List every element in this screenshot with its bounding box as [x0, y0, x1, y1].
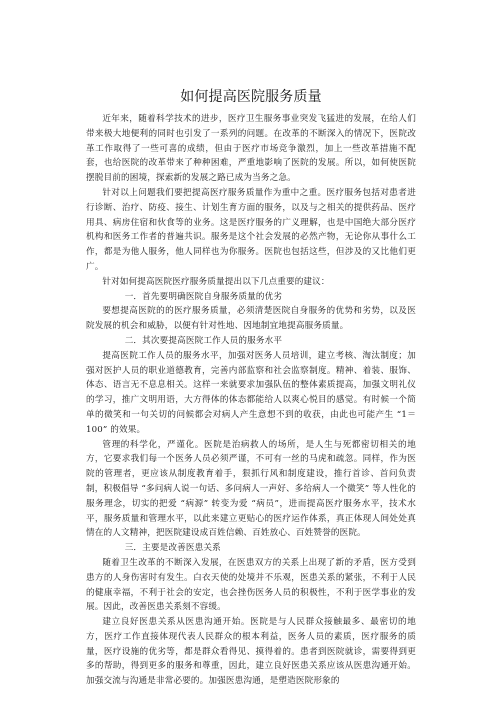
section-heading: 一．首先要明确医院自身服务质量的优劣	[124, 291, 283, 302]
document-page	[86, 88, 416, 689]
section-paragraph: 提高医院工作人员的服务水平，加强对医务人员培训，建立考核、淘汰制度；加强对医护人员的职业道德教育，完善内部监察和社会监察制度。精神、着装、服饰、体态、语言无不息息相关。这样一来就要求加强队伍的整体素质提高，加强文明礼仪的学习，推广文明用语，大方得体的体态都能给人以爽心悦目的感觉。有时候一个简单的微笑和一句关切的问候都会对病人产生意想不到的收获，由此也可能产生 “1＝100” 的效果。	[86, 350, 416, 435]
section-paragraph: 管理的科学化，严谨化。医院是治病救人的场所，是人生与死都密切相关的地方，它要求我们每一个医务人员必须严谨，不可有一丝的马虎和疏忽。同样，作为医院的管理者，更应该从制度教育着手，狠抓行风和制度建设，推行首诊、首问负责制，积极倡导 “多问病人说一句话、多问病人一声好、多给病人一个微笑” 等人性化的服务理念，切实的把爱 “病源” 转变为爱 “病员”，进而提高医疗服务水平，技术水平，服务质量和管理水平，以此来建立更贴心的医疗运作体系，真正体现人间处处真情在的人文精神，把医院建设成百姓信赖、百姓放心、百姓赞誉的医院。	[86, 439, 416, 539]
section-heading: 二．其次要提高医院工作人员的服务水平	[124, 335, 283, 346]
section-paragraph: 建立良好医患关系从医患沟通开始。医院是与人民群众接触最多、最密切的地方，医疗工作直接体现代表人民群众的根本利益，医务人员的素质，医疗服务的质量，医疗设施的优劣等，都是群众看得见、摸得着的。患者到医院就诊，需要得到更多的帮助，得到更多的服务和尊重，因此，建立良好医患关系应该从医患沟通开始。加强交流与沟通是非常必要的。加强医患沟通，是塑造医院形象的	[86, 617, 416, 687]
document-title: 如何提高医院服务质量	[180, 89, 322, 105]
section-heading: 三．主要是改善医患关系	[124, 543, 221, 554]
intro-paragraph: 近年来，随着科学技术的进步，医疗卫生服务事业突发飞猛进的发展，在给人们带来极大地便利的同时也引发了一系列的问题。在改革的不断深入的情况下，医院改革工作取得了一些可喜的成绩，但由于医疗市场竞争激烈，加上一些改革措施不配套，也给医院的改革带来了种种困难，严重地影响了医院的发展。所以，如何使医院摆脱目前的困境，探索新的发展之路已成为当务之急。	[86, 114, 416, 184]
intro-paragraph: 针对以上问题我们要把提高医疗服务质量作为重中之重。医疗服务包括对患者进行诊断、治疗、防疫、接生、计划生育方面的服务，以及与之相关的提供药品、医疗用具、病房住宿和伙食等的业务。这是医疗服务的广义理解，也是中国绝大部分医疗机构和医务工作者的普遍共识。服务是这个社会发展的必然产物，无论你从事什么工作，都是为他人服务，他人同样也为你服务。医院也包括这些，但涉及的又比他们更广。	[86, 187, 416, 272]
section-paragraph: 随着卫生改革的不断深入发展，在医患双方的关系上出现了新的矛盾，医方受到患方的人身伤害时有发生。白衣天使的处境并不乐观，医患关系的紧张，不利于人民的健康幸福，不利于社会的安定，也会挫伤医务人员的积极性，不利于医学事业的发展。因此，改善医患关系刻不容缓。	[86, 557, 416, 613]
intro-paragraph: 针对如何提高医院医疗服务质量提出以下几点重要的建议：	[102, 276, 330, 287]
section-paragraph: 要想提高医院的的医疗服务质量，必须清楚医院自身服务的优势和劣势，以及医院发展的机会和威胁，以便有针对性地、因地制宜地提高服务质量。	[86, 306, 416, 332]
